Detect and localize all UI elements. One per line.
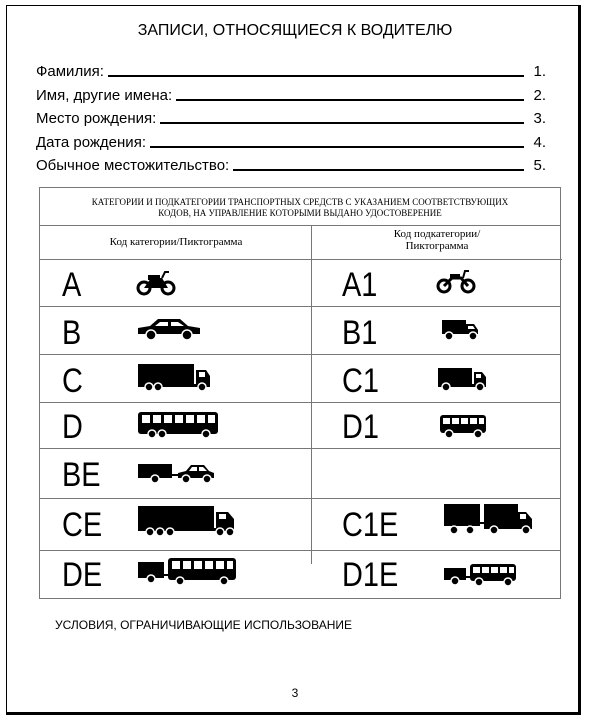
- field-residence[interactable]: [36, 154, 546, 174]
- subcategory-code: B1: [342, 314, 378, 352]
- field-surname[interactable]: [36, 60, 546, 80]
- fill-line: [108, 75, 524, 77]
- bus-icon: [136, 410, 220, 440]
- car-icon: [136, 316, 202, 342]
- subcategory-code: D1E: [342, 556, 399, 594]
- field-number: 4.: [533, 134, 546, 151]
- subcategory-code: D1: [342, 408, 379, 446]
- minibus-icon: [438, 412, 488, 440]
- tricycle-icon: [440, 316, 480, 342]
- column-header-label: Пиктограмма: [405, 240, 469, 252]
- light-truck-icon: [436, 364, 488, 392]
- table-row: [40, 402, 560, 449]
- articulated-truck-icon: [136, 504, 236, 538]
- category-code: BE: [62, 456, 101, 494]
- fill-line: [150, 146, 524, 148]
- table-header-line: КАТЕГОРИИ И ПОДКАТЕГОРИИ ТРАНСПОРТНЫХ СРЕДСТВ С УКАЗАНИЕМ СООТВЕТСТВУЮЩИХ: [91, 197, 509, 207]
- field-label: Обычное местожительство:: [36, 157, 230, 174]
- conditions-heading: УСЛОВИЯ, ОГРАНИЧИВАЮЩИЕ ИСПОЛЬЗОВАНИЕ: [55, 618, 353, 632]
- car-with-trailer-icon: [136, 460, 216, 486]
- table-row: [40, 498, 560, 551]
- subcategory-code: C1: [342, 362, 379, 400]
- category-code: C: [62, 362, 83, 400]
- truck-with-trailer-icon: [442, 502, 534, 538]
- field-number: 2.: [533, 87, 546, 104]
- field-birthplace[interactable]: [36, 107, 546, 127]
- category-code: CE: [62, 506, 103, 544]
- bus-with-trailer-icon: [136, 556, 238, 588]
- table-row: [40, 448, 560, 499]
- category-code: A: [62, 266, 82, 304]
- field-given-names[interactable]: [36, 84, 546, 104]
- subcategory-code: A1: [342, 266, 378, 304]
- category-code: DE: [62, 556, 103, 594]
- field-label: Фамилия:: [36, 63, 104, 80]
- categories-table: [39, 187, 561, 599]
- page-number: 3: [291, 686, 299, 700]
- table-header-line: КОДОВ, НА УПРАВЛЕНИЕ КОТОРЫМИ ВЫДАНО УДОСТОВЕРЕНИЕ: [158, 208, 442, 218]
- minibus-with-trailer-icon: [442, 562, 518, 588]
- table-row: [40, 354, 560, 403]
- field-number: 3.: [533, 110, 546, 127]
- category-code: D: [62, 408, 83, 446]
- subcategory-code: C1E: [342, 506, 399, 544]
- table-header: [40, 188, 560, 226]
- column-header-category: [40, 226, 312, 260]
- field-label: Дата рождения:: [36, 134, 146, 151]
- field-number: 1.: [533, 63, 546, 80]
- column-header-subcategory: [312, 226, 562, 260]
- fill-line: [160, 122, 524, 124]
- truck-icon: [136, 362, 212, 392]
- field-number: 5.: [533, 157, 546, 174]
- table-row: [40, 306, 560, 355]
- column-header-label: Код категории/Пиктограмма: [109, 236, 243, 248]
- fill-line: [176, 99, 524, 101]
- motorcycle-icon: [136, 270, 176, 296]
- field-label: Место рождения:: [36, 110, 157, 127]
- table-row: [40, 550, 560, 598]
- field-birthdate[interactable]: [36, 131, 546, 151]
- field-label: Имя, другие имена:: [36, 87, 173, 104]
- column-header-label: Код подкатегории/: [393, 228, 481, 240]
- fill-line: [233, 169, 524, 171]
- category-code: B: [62, 314, 82, 352]
- page-title: ЗАПИСИ, ОТНОСЯЩИЕСЯ К ВОДИТЕЛЮ: [137, 22, 453, 39]
- light-motorcycle-icon: [436, 268, 476, 294]
- table-row: [40, 260, 560, 307]
